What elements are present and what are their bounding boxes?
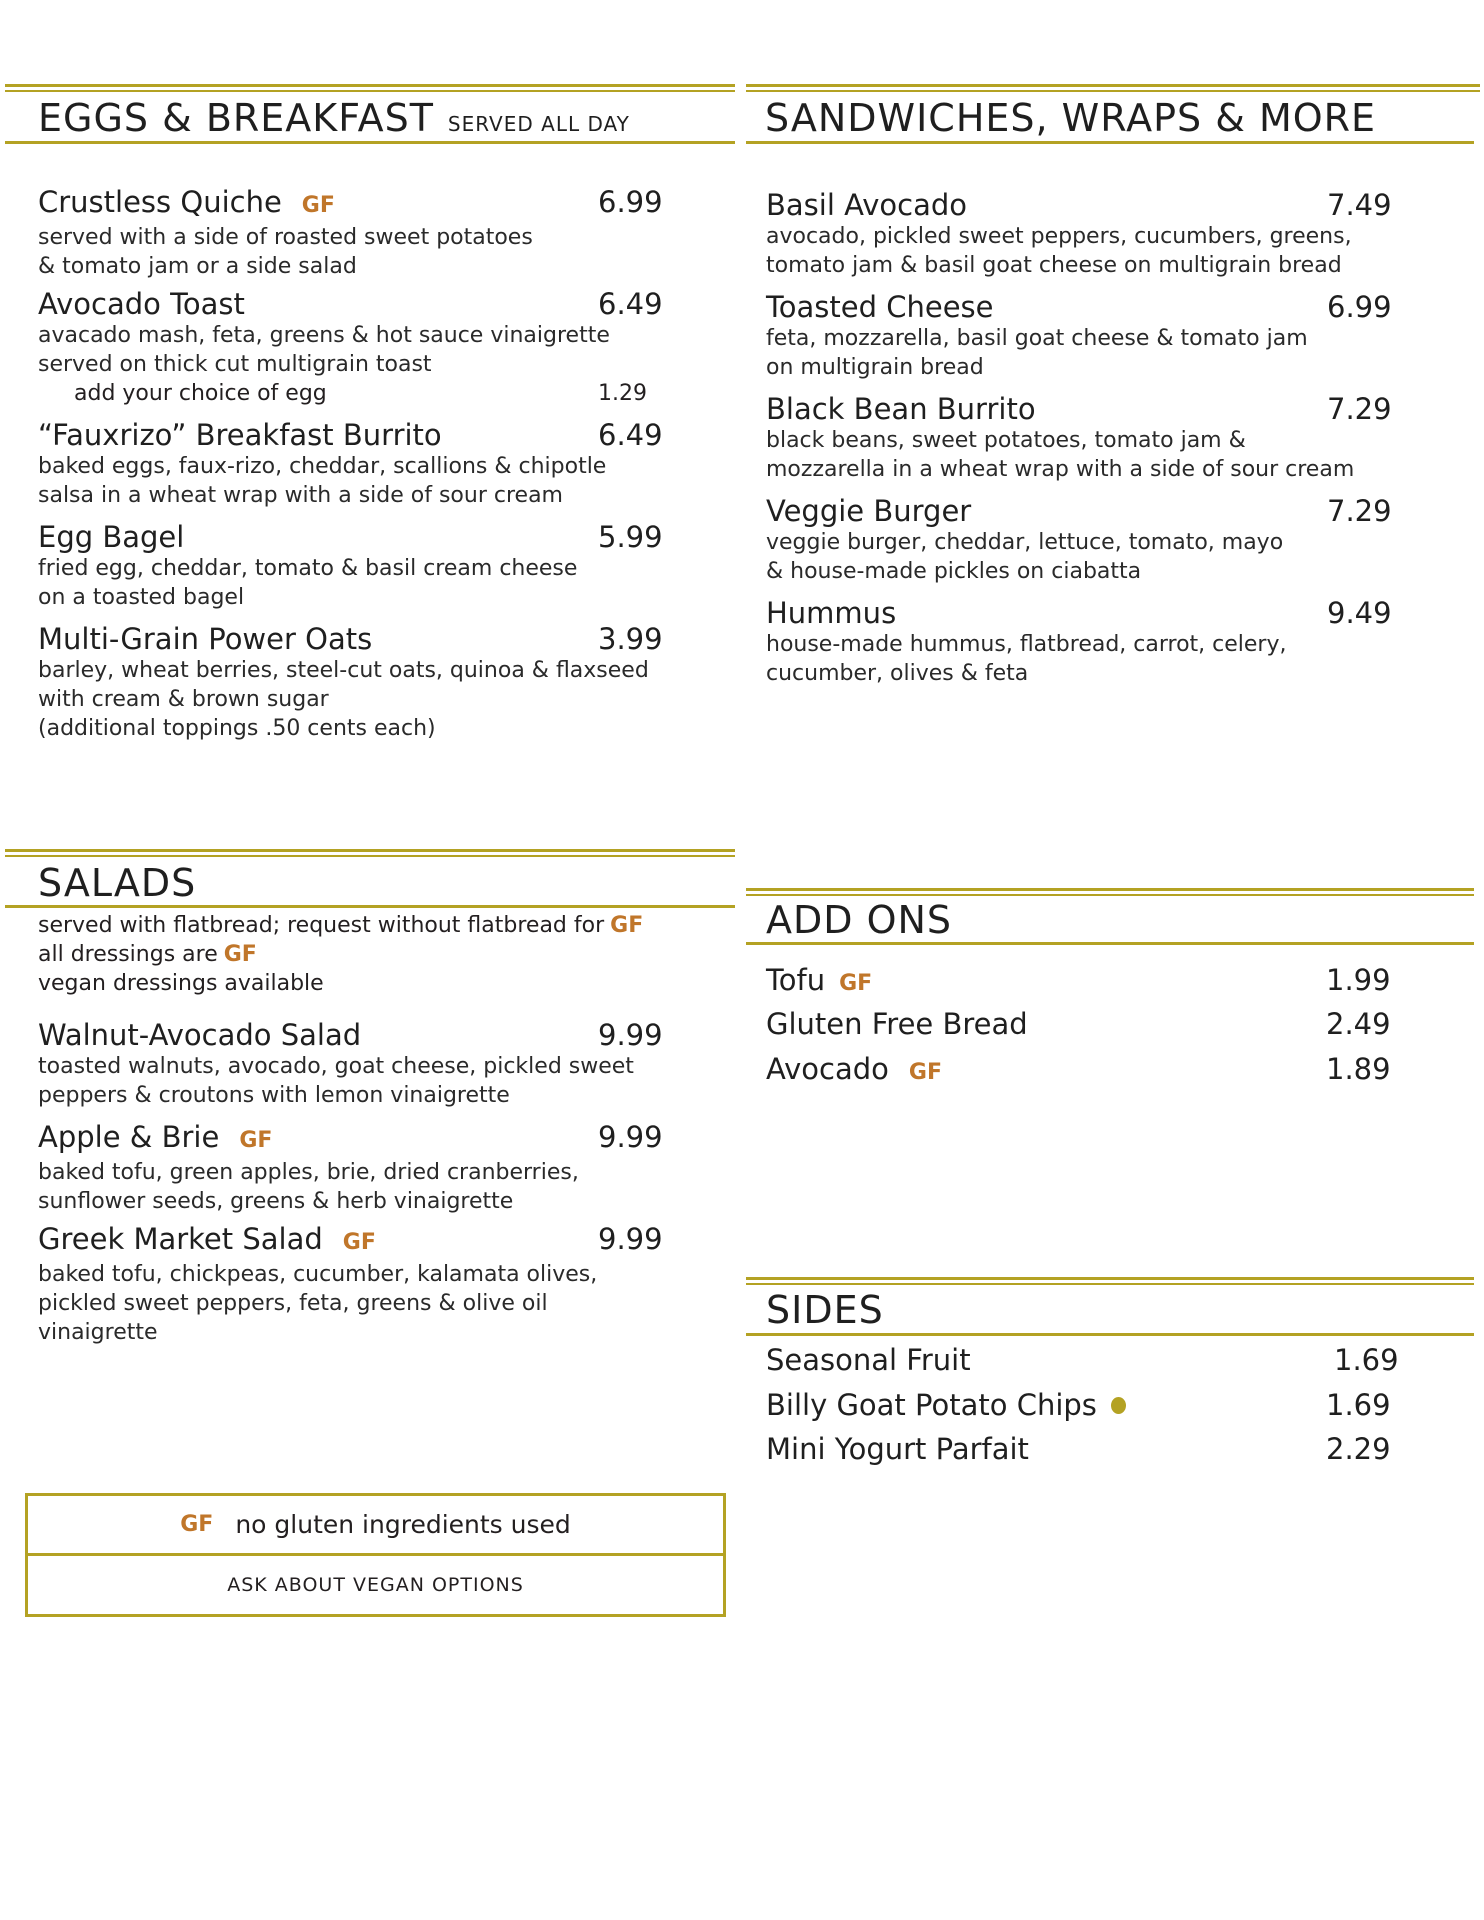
item-price: 3.99 (598, 622, 663, 656)
addon-item (766, 1007, 1406, 1041)
legend-vegan-text: ASK ABOUT VEGAN OPTIONS (227, 1574, 524, 1596)
salads-note (38, 911, 643, 940)
item-name: Billy Goat Potato Chips (766, 1388, 1097, 1422)
gf-badge: GF (223, 942, 257, 967)
addons-top-rule (746, 888, 1474, 896)
item-desc: fried egg, cheddar, tomato & basil cream cheese (38, 556, 578, 581)
item-desc: vinaigrette (38, 1320, 158, 1345)
menu-item (38, 418, 668, 510)
item-price: 9.99 (598, 1018, 663, 1052)
item-desc: toasted walnuts, avocado, goat cheese, pickled sweet (38, 1054, 634, 1079)
item-price: 9.99 (598, 1120, 663, 1154)
menu-item (38, 1120, 698, 1216)
salads-bottom-rule (5, 905, 735, 908)
sandwiches-top-rule (746, 84, 1480, 92)
item-desc: served on thick cut multigrain toast (38, 352, 432, 377)
item-desc: & house-made pickles on ciabatta (766, 559, 1142, 584)
item-desc: cucumber, olives & feta (766, 661, 1029, 686)
item-desc: pickled sweet peppers, feta, greens & olive oil (38, 1291, 548, 1316)
item-desc: barley, wheat berries, steel-cut oats, quinoa & flaxseed (38, 658, 649, 683)
item-name: Egg Bagel (38, 520, 185, 554)
item-desc: baked tofu, chickpeas, cucumber, kalamata olives, (38, 1262, 598, 1287)
item-price: 1.99 (1326, 963, 1391, 997)
gf-badge: GF (239, 1128, 273, 1153)
item-price: 7.49 (1327, 188, 1392, 222)
item-price: 2.29 (1326, 1432, 1391, 1466)
item-name: Avocado Toast (38, 287, 245, 321)
item-price: 6.49 (598, 287, 663, 321)
menu-item (38, 622, 698, 743)
menu-item (38, 520, 668, 612)
addon-label: add your choice of egg (74, 381, 327, 406)
gf-badge: GF (908, 1060, 943, 1085)
item-name: Tofu (766, 963, 826, 997)
item-price: 6.49 (598, 418, 663, 452)
item-desc: sunflower seeds, greens & herb vinaigrette (38, 1189, 514, 1214)
item-desc: mozzarella in a wheat wrap with a side of sour cream (766, 457, 1355, 482)
side-item (766, 1432, 1406, 1466)
item-price: 7.29 (1327, 392, 1392, 426)
sides-top-rule (746, 1277, 1474, 1285)
item-name: Black Bean Burrito (766, 392, 1036, 426)
item-addon (74, 379, 668, 409)
item-name: Veggie Burger (766, 494, 972, 528)
menu-item (38, 1222, 698, 1347)
gf-badge: GF (610, 913, 644, 938)
item-desc: avocado, pickled sweet peppers, cucumbers, greens, (766, 224, 1352, 249)
item-name: Toasted Cheese (766, 290, 994, 324)
item-desc: feta, mozzarella, basil goat cheese & tomato jam (766, 326, 1308, 351)
item-name: Multi-Grain Power Oats (38, 622, 373, 656)
item-name: Mini Yogurt Parfait (766, 1432, 1029, 1466)
gf-badge: GF (301, 193, 335, 218)
menu-item (38, 1018, 698, 1110)
item-name: “Fauxrizo” Breakfast Burrito (38, 418, 442, 452)
item-price: 6.99 (1327, 290, 1392, 324)
item-name: Walnut-Avocado Salad (38, 1018, 362, 1052)
gf-badge: GF (839, 971, 873, 996)
item-price: 7.29 (1327, 494, 1392, 528)
menu-item (766, 392, 1406, 484)
item-price: 5.99 (598, 520, 663, 554)
menu-item (766, 188, 1406, 280)
item-desc: peppers & croutons with lemon vinaigrette (38, 1083, 510, 1108)
menu-item (766, 290, 1406, 382)
addon-price: 1.29 (598, 381, 647, 406)
menu-item (38, 287, 668, 409)
item-desc: served with a side of roasted sweet potatoes (38, 225, 533, 250)
item-desc: tomato jam & basil goat cheese on multigrain bread (766, 253, 1342, 278)
gf-badge: GF (342, 1230, 376, 1255)
menu-item (766, 596, 1406, 688)
item-name: Gluten Free Bread (766, 1007, 1028, 1041)
item-desc: avacado mash, feta, greens & hot sauce vinaigrette (38, 323, 610, 348)
salads-top-rule (5, 849, 735, 857)
item-name: Apple & Brie (38, 1120, 220, 1154)
addons-title: ADD ONS (766, 898, 953, 942)
item-desc: baked eggs, faux-rizo, cheddar, scallions & chipotle (38, 454, 607, 479)
item-desc: baked tofu, green apples, brie, dried cranberries, (38, 1160, 579, 1185)
item-desc: veggie burger, cheddar, lettuce, tomato, mayo (766, 530, 1284, 555)
item-desc: house-made hummus, flatbread, carrot, celery, (766, 632, 1287, 657)
item-price: 1.69 (1334, 1343, 1399, 1377)
sandwiches-bottom-rule (746, 141, 1474, 144)
breakfast-title-text: EGGS & BREAKFAST (38, 96, 434, 140)
sides-title: SIDES (766, 1288, 884, 1332)
item-price: 1.89 (1326, 1052, 1391, 1086)
breakfast-bottom-rule (5, 141, 735, 144)
sides-bottom-rule (746, 1333, 1474, 1336)
item-name: Hummus (766, 596, 897, 630)
item-desc: salsa in a wheat wrap with a side of sour cream (38, 483, 563, 508)
leaf-icon (1111, 1397, 1126, 1414)
item-desc: black beans, sweet potatoes, tomato jam & (766, 428, 1246, 453)
side-item (766, 1388, 1406, 1422)
addons-bottom-rule (746, 942, 1474, 945)
salads-title: SALADS (38, 861, 197, 905)
note-text: served with flatbread; request without flatbread for (38, 913, 605, 938)
item-name: Crustless Quiche (38, 185, 282, 219)
gf-badge: GF (180, 1512, 214, 1537)
item-name: Greek Market Salad (38, 1222, 323, 1256)
salads-note: vegan dressings available (38, 971, 324, 996)
breakfast-title (38, 96, 630, 140)
side-item (766, 1343, 1406, 1377)
note-text: all dressings are (38, 942, 218, 967)
item-desc: on multigrain bread (766, 355, 984, 380)
breakfast-top-rule (5, 84, 735, 92)
menu-item (38, 185, 668, 281)
legend-gf-text: no gluten ingredients used (235, 1510, 571, 1539)
item-desc: & tomato jam or a side salad (38, 254, 357, 279)
legend-gf-row (28, 1496, 723, 1556)
legend-box (25, 1493, 726, 1617)
sandwiches-title: SANDWICHES, WRAPS & MORE (765, 96, 1377, 140)
item-name: Avocado (766, 1052, 889, 1086)
addon-item (766, 963, 1406, 1001)
item-desc: (additional toppings .50 cents each) (38, 716, 436, 741)
salads-note (38, 940, 257, 969)
menu-item (766, 494, 1406, 586)
item-price: 1.69 (1326, 1388, 1391, 1422)
item-name: Seasonal Fruit (766, 1343, 971, 1377)
item-price: 2.49 (1326, 1007, 1391, 1041)
addon-item (766, 1052, 1406, 1090)
item-price: 6.99 (598, 185, 663, 219)
item-name: Basil Avocado (766, 188, 968, 222)
item-price: 9.99 (598, 1222, 663, 1256)
item-price: 9.49 (1327, 596, 1392, 630)
item-desc: on a toasted bagel (38, 585, 245, 610)
item-desc: with cream & brown sugar (38, 687, 329, 712)
breakfast-subtitle: SERVED ALL DAY (447, 112, 630, 136)
